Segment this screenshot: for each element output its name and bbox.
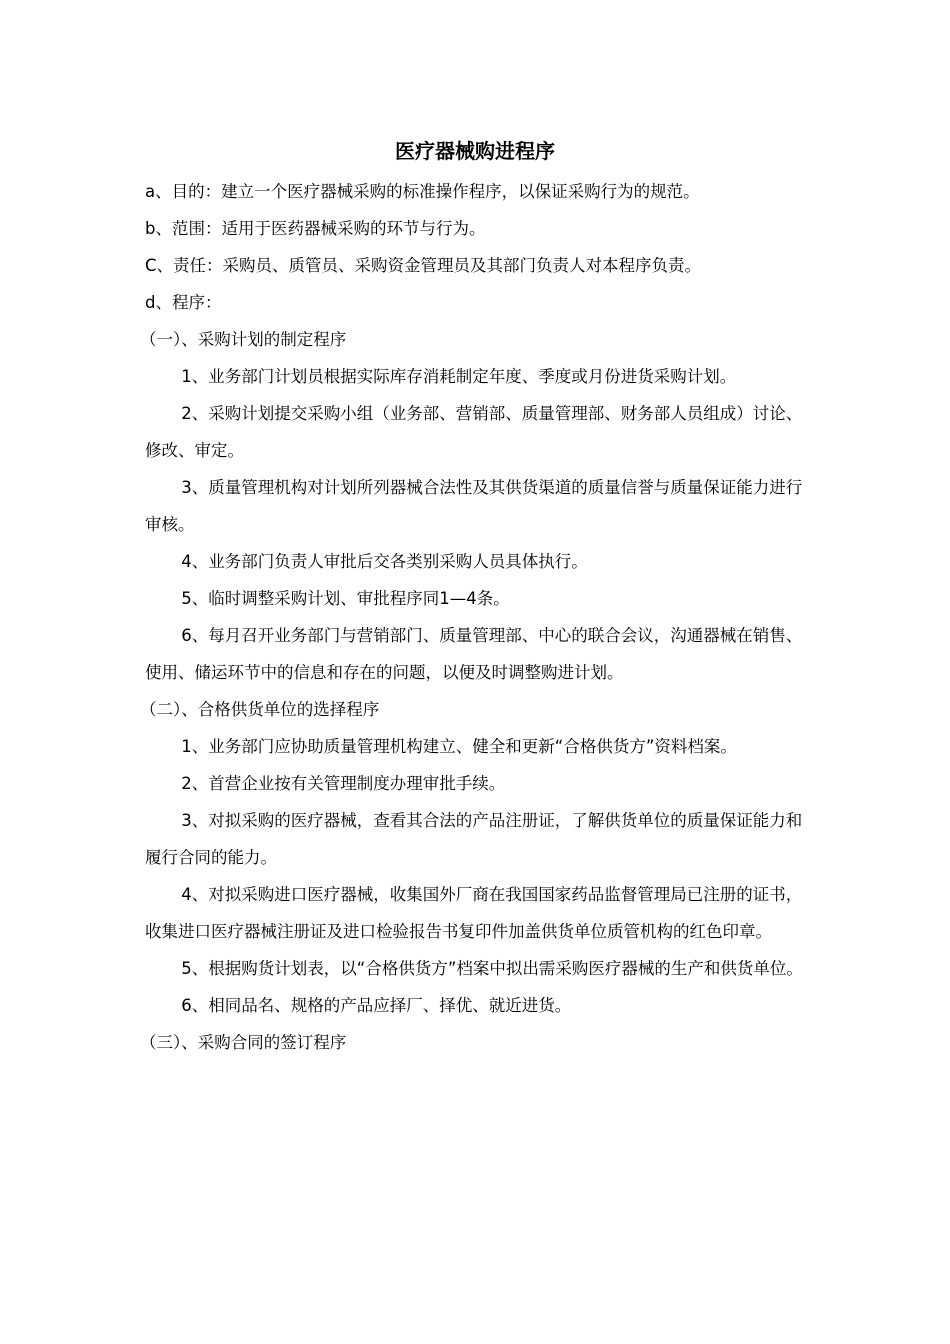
paragraph: 4、对拟采购进口医疗器械，收集国外厂商在我国国家药品监督管理局已注册的证书，收集进口医疗器械注册证及进口检验报告书复印件加盖供货单位质管机构的红色印章。 bbox=[145, 885, 803, 941]
paragraph: 3、对拟采购的医疗器械，查看其合法的产品注册证，了解供货单位的质量保证能力和履行合同的能力。 bbox=[145, 811, 803, 867]
paragraph: b、范围：适用于医药器械采购的环节与行为。 bbox=[145, 219, 486, 238]
paragraph: 2、采购计划提交采购小组（业务部、营销部、质量管理部、财务部人员组成）讨论、修改、审定。 bbox=[145, 404, 803, 460]
paragraph: 6、每月召开业务部门与营销部门、质量管理部、中心的联合会议，沟通器械在销售、使用、储运环节中的信息和存在的问题，以便及时调整购进计划。 bbox=[145, 626, 803, 682]
paragraph: 4、业务部门负责人审批后交各类别采购人员具体执行。 bbox=[181, 552, 588, 571]
paragraph: C、责任：采购员、质管员、采购资金管理员及其部门负责人对本程序负责。 bbox=[145, 256, 702, 275]
paragraph: 5、临时调整采购计划、审批程序同1—4条。 bbox=[181, 589, 510, 608]
paragraph: 3、质量管理机构对计划所列器械合法性及其供货渠道的质量信誉与质量保证能力进行审核。 bbox=[145, 478, 803, 534]
paragraph: 2、首营企业按有关管理制度办理审批手续。 bbox=[181, 774, 506, 793]
paragraph: 5、根据购货计划表，以“合格供货方”档案中拟出需采购医疗器械的生产和供货单位。 bbox=[181, 959, 803, 978]
paragraph: d、程序： bbox=[145, 293, 222, 312]
section-heading: （三）、采购合同的签订程序 bbox=[140, 1033, 347, 1052]
paragraph: 1、业务部门计划员根据实际库存消耗制定年度、季度或月份进货采购计划。 bbox=[181, 367, 737, 386]
paragraph: 6、相同品名、规格的产品应择厂、择优、就近进货。 bbox=[181, 996, 572, 1015]
document-title: 医疗器械购进程序 bbox=[395, 139, 555, 163]
paragraph: a、目的：建立一个医疗器械采购的标准操作程序，以保证采购行为的规范。 bbox=[145, 182, 700, 201]
section-heading: （二）、合格供货单位的选择程序 bbox=[140, 700, 380, 719]
document-body bbox=[140, 173, 807, 1061]
paragraph: 1、业务部门应协助质量管理机构建立、健全和更新“合格供货方”资料档案。 bbox=[181, 737, 737, 756]
section-heading: （一）、采购计划的制定程序 bbox=[140, 330, 347, 349]
